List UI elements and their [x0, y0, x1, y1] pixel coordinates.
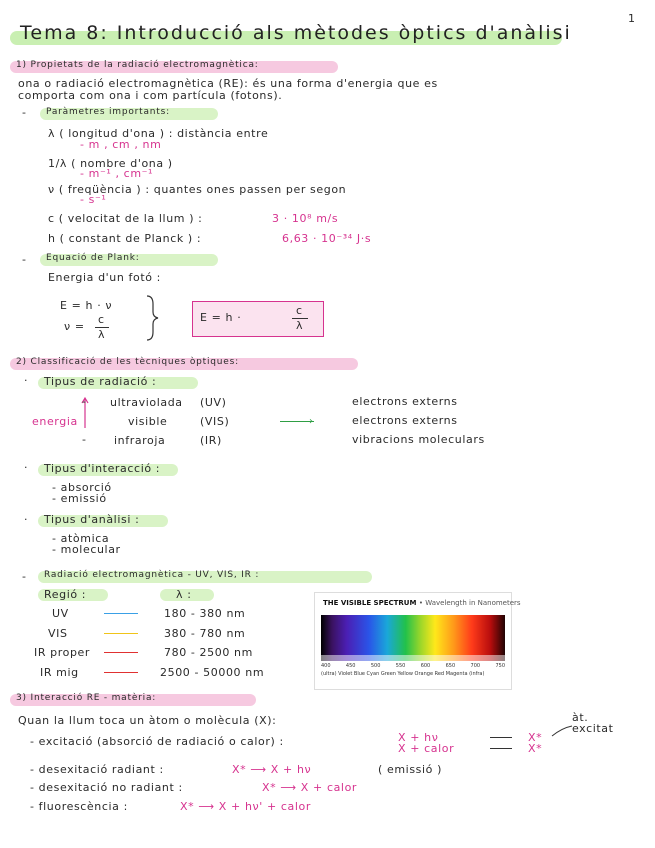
bullet-dash: - [22, 253, 27, 266]
wavenumber-units: - m⁻¹ , cm⁻¹ [80, 167, 154, 180]
equation-frequency-den: λ [98, 328, 106, 341]
region-arrow-vis [104, 633, 138, 634]
excited-atom-pointer [548, 724, 574, 738]
em-radiation-heading: Radiació electromagnètica - UV, VIS, IR : [44, 570, 260, 580]
spectrum-color-names: (ultra) Violet Blue Cyan Green Yellow Orange Red Magenta (infra) [321, 671, 485, 677]
excitation-label: - excitació (absorció de radiació o calor) : [30, 735, 284, 748]
radiation-row-effect: electrons externs [352, 395, 458, 408]
bullet-dash: - [22, 106, 27, 119]
spectrum-tick: 600 [420, 663, 431, 669]
radiation-type-heading: Tipus de radiació : [44, 375, 157, 388]
region-arrow-uv [104, 613, 138, 614]
radiant-deexcitation-note: ( emissió ) [378, 763, 442, 776]
equation-box-lhs: E = h · [200, 311, 242, 324]
equation-frequency-num: c [98, 313, 105, 326]
planck-subheading: Energia d'un fotó : [48, 271, 161, 284]
equation-box-num: c [296, 304, 303, 317]
analysis-item: - molecular [52, 543, 121, 556]
planck-heading: Equació de Plank: [46, 253, 140, 263]
radiant-deexcitation-label: - desexitació radiant : [30, 763, 164, 776]
bullet-dot: · [24, 461, 29, 474]
region-range: 780 - 2500 nm [164, 646, 253, 659]
excitation-eq-2: X + calor [398, 742, 455, 755]
region-range: 2500 - 50000 nm [160, 666, 265, 679]
wavenumber-label: 1/λ ( nombre d'ona ) [48, 157, 173, 170]
excitation-result-2: X* [528, 742, 543, 755]
spectrum-tick: 650 [445, 663, 456, 669]
radiant-deexcitation-eq: X* ⟶ X + hν [232, 763, 312, 776]
section-1-heading: 1) Propietats de la radiació electromagnètica: [16, 60, 259, 70]
frequency-label: ν ( freqüència ) : quantes ones passen per segon [48, 183, 347, 196]
spectrum-tick: 750 [495, 663, 505, 669]
analysis-item: - atòmica [52, 532, 110, 545]
lambda-label: λ ( longitud d'ona ) : distància entre [48, 127, 269, 140]
planck-constant-value: 6,63 · 10⁻³⁴ J·s [282, 232, 372, 245]
planck-constant-label: h ( constant de Planck ) : [48, 232, 202, 245]
radiation-row-abbr: (IR) [200, 434, 222, 447]
spectrum-tick: 700 [470, 663, 481, 669]
region-name: VIS [48, 627, 68, 640]
definition-line-2: comporta com ona i com partícula (fotons). [18, 89, 283, 102]
row-1-dash: - [82, 395, 87, 408]
light-speed-value: 3 · 10⁸ m/s [272, 212, 339, 225]
region-name: UV [52, 607, 69, 620]
radiation-row-effect: electrons externs [352, 414, 458, 427]
definition-line-1: ona o radiació electromagnètica (RE): és una forma d'energia que es [18, 77, 438, 90]
curly-brace [143, 294, 163, 342]
fluorescence-label: - fluorescència : [30, 800, 128, 813]
energy-label: energia [32, 415, 78, 428]
radiation-row-abbr: (VIS) [200, 415, 230, 428]
interaction-type-heading: Tipus d'interacció : [44, 462, 161, 475]
spectrum-tick: 550 [395, 663, 406, 669]
radiation-row-abbr: (UV) [200, 396, 227, 409]
lambda-column-label: λ : [176, 588, 192, 601]
equation-frequency-lhs: ν = [64, 320, 85, 333]
spectrum-gradient [321, 615, 505, 655]
equation-energy: E = h · ν [60, 299, 113, 312]
section-2-heading: 2) Classificació de les tècniques òptiques: [16, 357, 239, 367]
bullet-dash: - [22, 570, 27, 583]
fluorescence-eq: X* ⟶ X + hν' + calor [180, 800, 311, 813]
bullet-dot: · [24, 374, 29, 387]
page-number: 1 [628, 12, 636, 25]
region-name: IR proper [34, 646, 91, 659]
spectrum-gradient-reflection [321, 655, 505, 661]
bullet-dot: · [24, 513, 29, 526]
region-arrow-ir-near [104, 652, 138, 653]
lambda-units: - m , cm , nm [80, 138, 162, 151]
green-arrow-head: › [309, 416, 313, 427]
analysis-type-heading: Tipus d'anàlisi : [44, 513, 140, 526]
region-name: IR mig [40, 666, 79, 679]
region-range: 180 - 380 nm [164, 607, 246, 620]
spectrum-tick: 500 [370, 663, 381, 669]
radiation-row-name: infraroja [114, 434, 166, 447]
radiation-row-name: ultraviolada [110, 396, 183, 409]
light-speed-label: c ( velocitat de la llum ) : [48, 212, 203, 225]
section-3-heading: 3) Interacció RE - matèria: [16, 693, 157, 703]
excited-atom-note: àt. excitat [572, 711, 614, 735]
spectrum-title: THE VISIBLE SPECTRUM • Wavelength in Nanometers [323, 599, 521, 607]
excitation-eq-1: X + hν [398, 731, 439, 744]
spectrum-tick: 450 [345, 663, 356, 669]
radiation-row-effect: vibracions moleculars [352, 433, 485, 446]
visible-spectrum-image [314, 592, 521, 690]
row-3-dash: - [82, 433, 87, 446]
region-range: 380 - 780 nm [164, 627, 246, 640]
spectrum-tick: 400 [321, 663, 331, 669]
excitation-arrow-2 [490, 748, 512, 749]
radiation-row-name: visible [128, 415, 168, 428]
interaction-intro: Quan la llum toca un àtom o molècula (X): [18, 714, 277, 727]
region-arrow-ir-mid [104, 672, 138, 673]
equation-box-den: λ [296, 319, 304, 332]
interaction-item: - emissió [52, 492, 107, 505]
nonradiant-deexcitation-label: - desexitació no radiant : [30, 781, 183, 794]
interaction-item: - absorció [52, 481, 112, 494]
page-title: Tema 8: Introducció als mètodes òptics d'anàlisi [20, 22, 572, 44]
nonradiant-deexcitation-eq: X* ⟶ X + calor [262, 781, 358, 794]
region-label: Regió : [44, 588, 87, 601]
spectrum-ticks [321, 663, 505, 669]
params-heading: Paràmetres importants: [46, 107, 170, 117]
excitation-arrow-1 [490, 737, 512, 738]
frequency-units: - s⁻¹ [80, 193, 107, 206]
excitation-result-1: X* [528, 731, 543, 744]
